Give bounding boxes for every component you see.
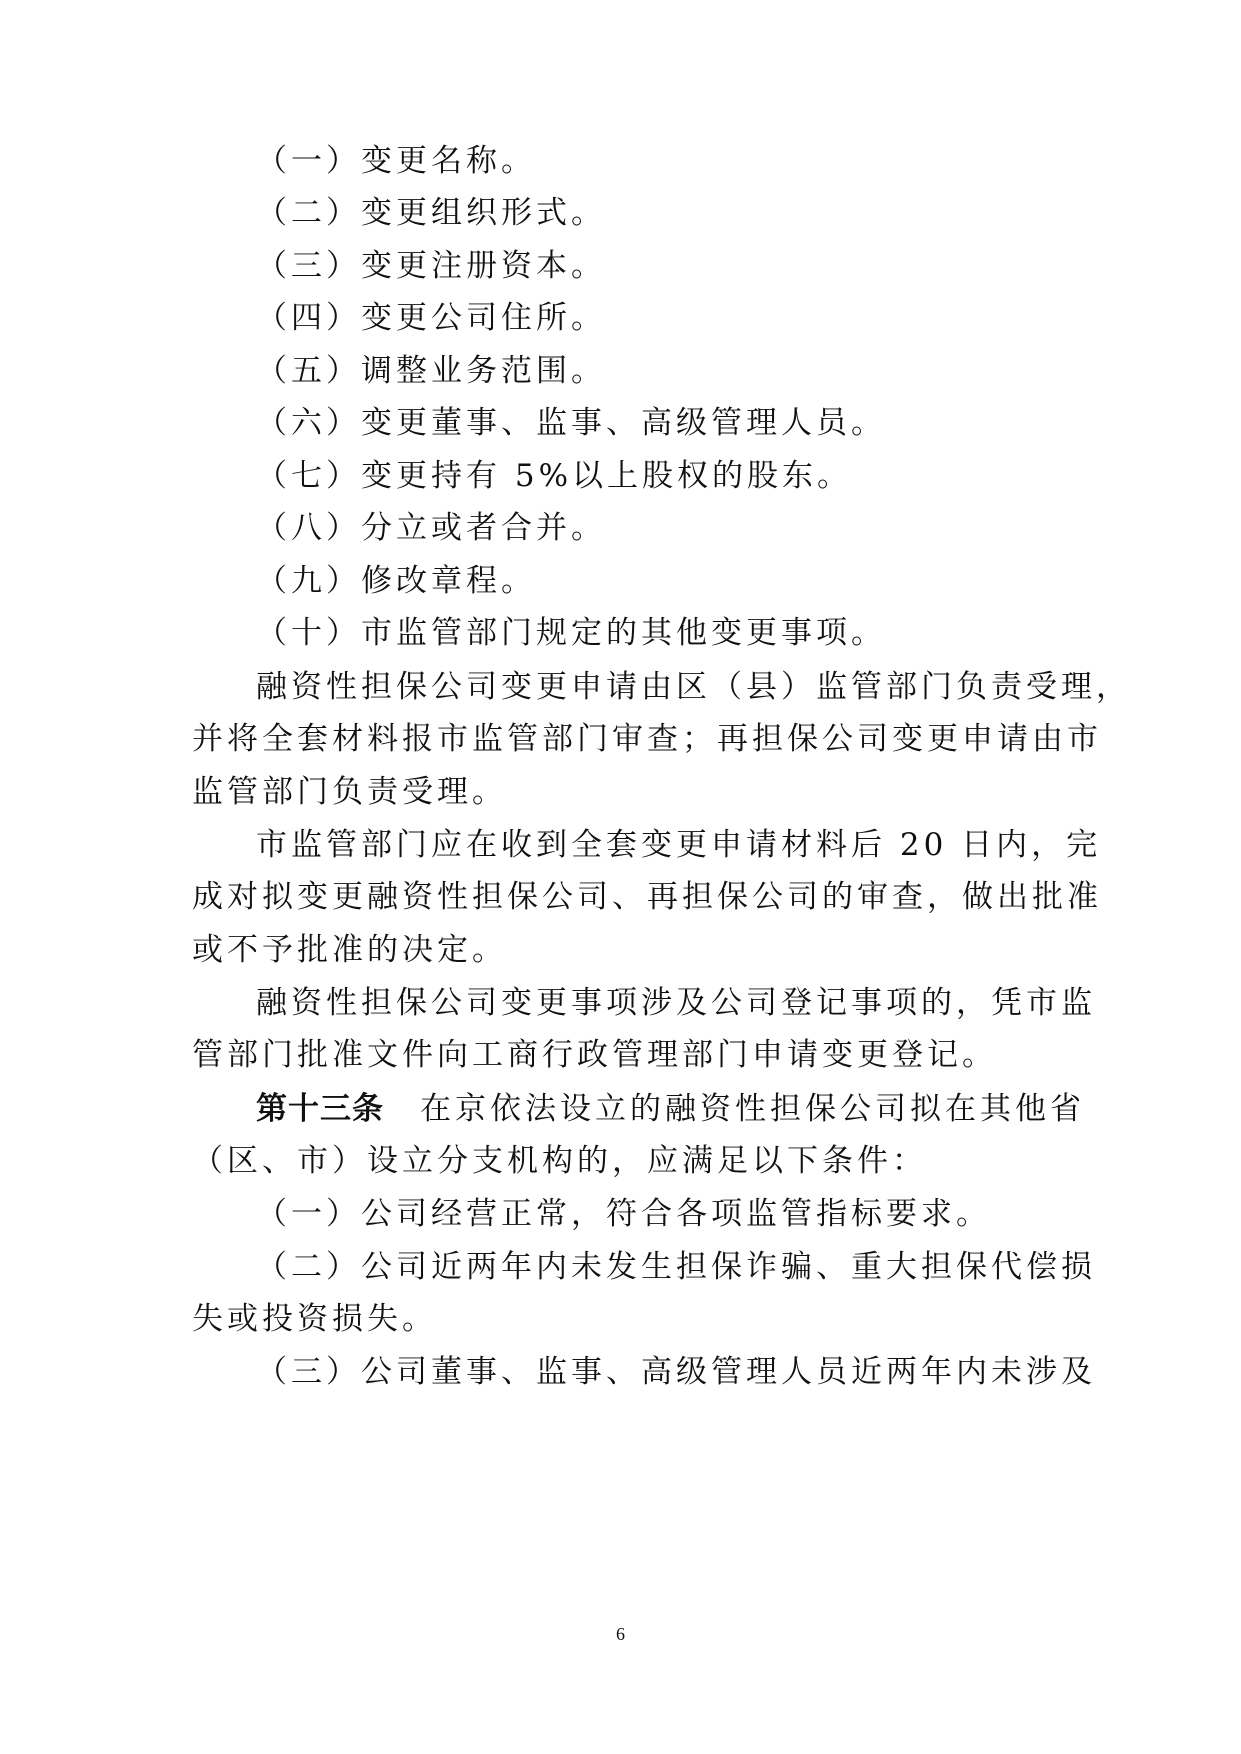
paragraph-line: 并将全套材料报市监管部门审查；再担保公司变更申请由市 xyxy=(192,721,1102,757)
paragraph-line: 管部门批准文件向工商行政管理部门申请变更登记。 xyxy=(192,1037,997,1073)
paragraph-line: 或不予批准的决定。 xyxy=(192,932,507,968)
paragraph-line: 监管部门负责受理。 xyxy=(192,774,507,810)
list-item: （八）分立或者合并。 xyxy=(256,510,606,546)
paragraph-line: 市监管部门应在收到全套变更申请材料后 20 日内，完 xyxy=(256,827,1102,863)
paragraph-line: 成对拟变更融资性担保公司、再担保公司的审查，做出批准 xyxy=(192,879,1102,915)
list-item: （三）公司董事、监事、高级管理人员近两年内未涉及 xyxy=(256,1354,1096,1390)
list-item: （六）变更董事、监事、高级管理人员。 xyxy=(256,405,886,441)
paragraph-line: （区、市）设立分支机构的，应满足以下条件： xyxy=(192,1143,927,1179)
article-text: 在京依法设立的融资性担保公司拟在其他省 xyxy=(420,1091,1085,1127)
list-item: （二）公司近两年内未发生担保诈骗、重大担保代偿损 xyxy=(256,1249,1096,1285)
list-item: （三）变更注册资本。 xyxy=(256,248,606,284)
list-item: （五）调整业务范围。 xyxy=(256,353,606,389)
list-item: （二）变更组织形式。 xyxy=(256,195,606,231)
list-item: （十）市监管部门规定的其他变更事项。 xyxy=(256,615,886,651)
article-heading-line xyxy=(256,1080,1116,1138)
list-item: （七）变更持有 5%以上股权的股东。 xyxy=(256,458,853,494)
paragraph-line: 融资性担保公司变更事项涉及公司登记事项的，凭市监 xyxy=(256,985,1096,1021)
paragraph-line: 融资性担保公司变更申请由区（县）监管部门负责受理， xyxy=(256,669,1131,705)
list-item: （一）公司经营正常，符合各项监管指标要求。 xyxy=(256,1196,991,1232)
list-item-continuation: 失或投资损失。 xyxy=(192,1301,437,1337)
page-number: 6 xyxy=(616,1624,625,1644)
list-item: （一）变更名称。 xyxy=(256,143,536,179)
article-heading: 第十三条 xyxy=(256,1091,384,1127)
list-item: （九）修改章程。 xyxy=(256,563,536,599)
list-item: （四）变更公司住所。 xyxy=(256,300,606,336)
